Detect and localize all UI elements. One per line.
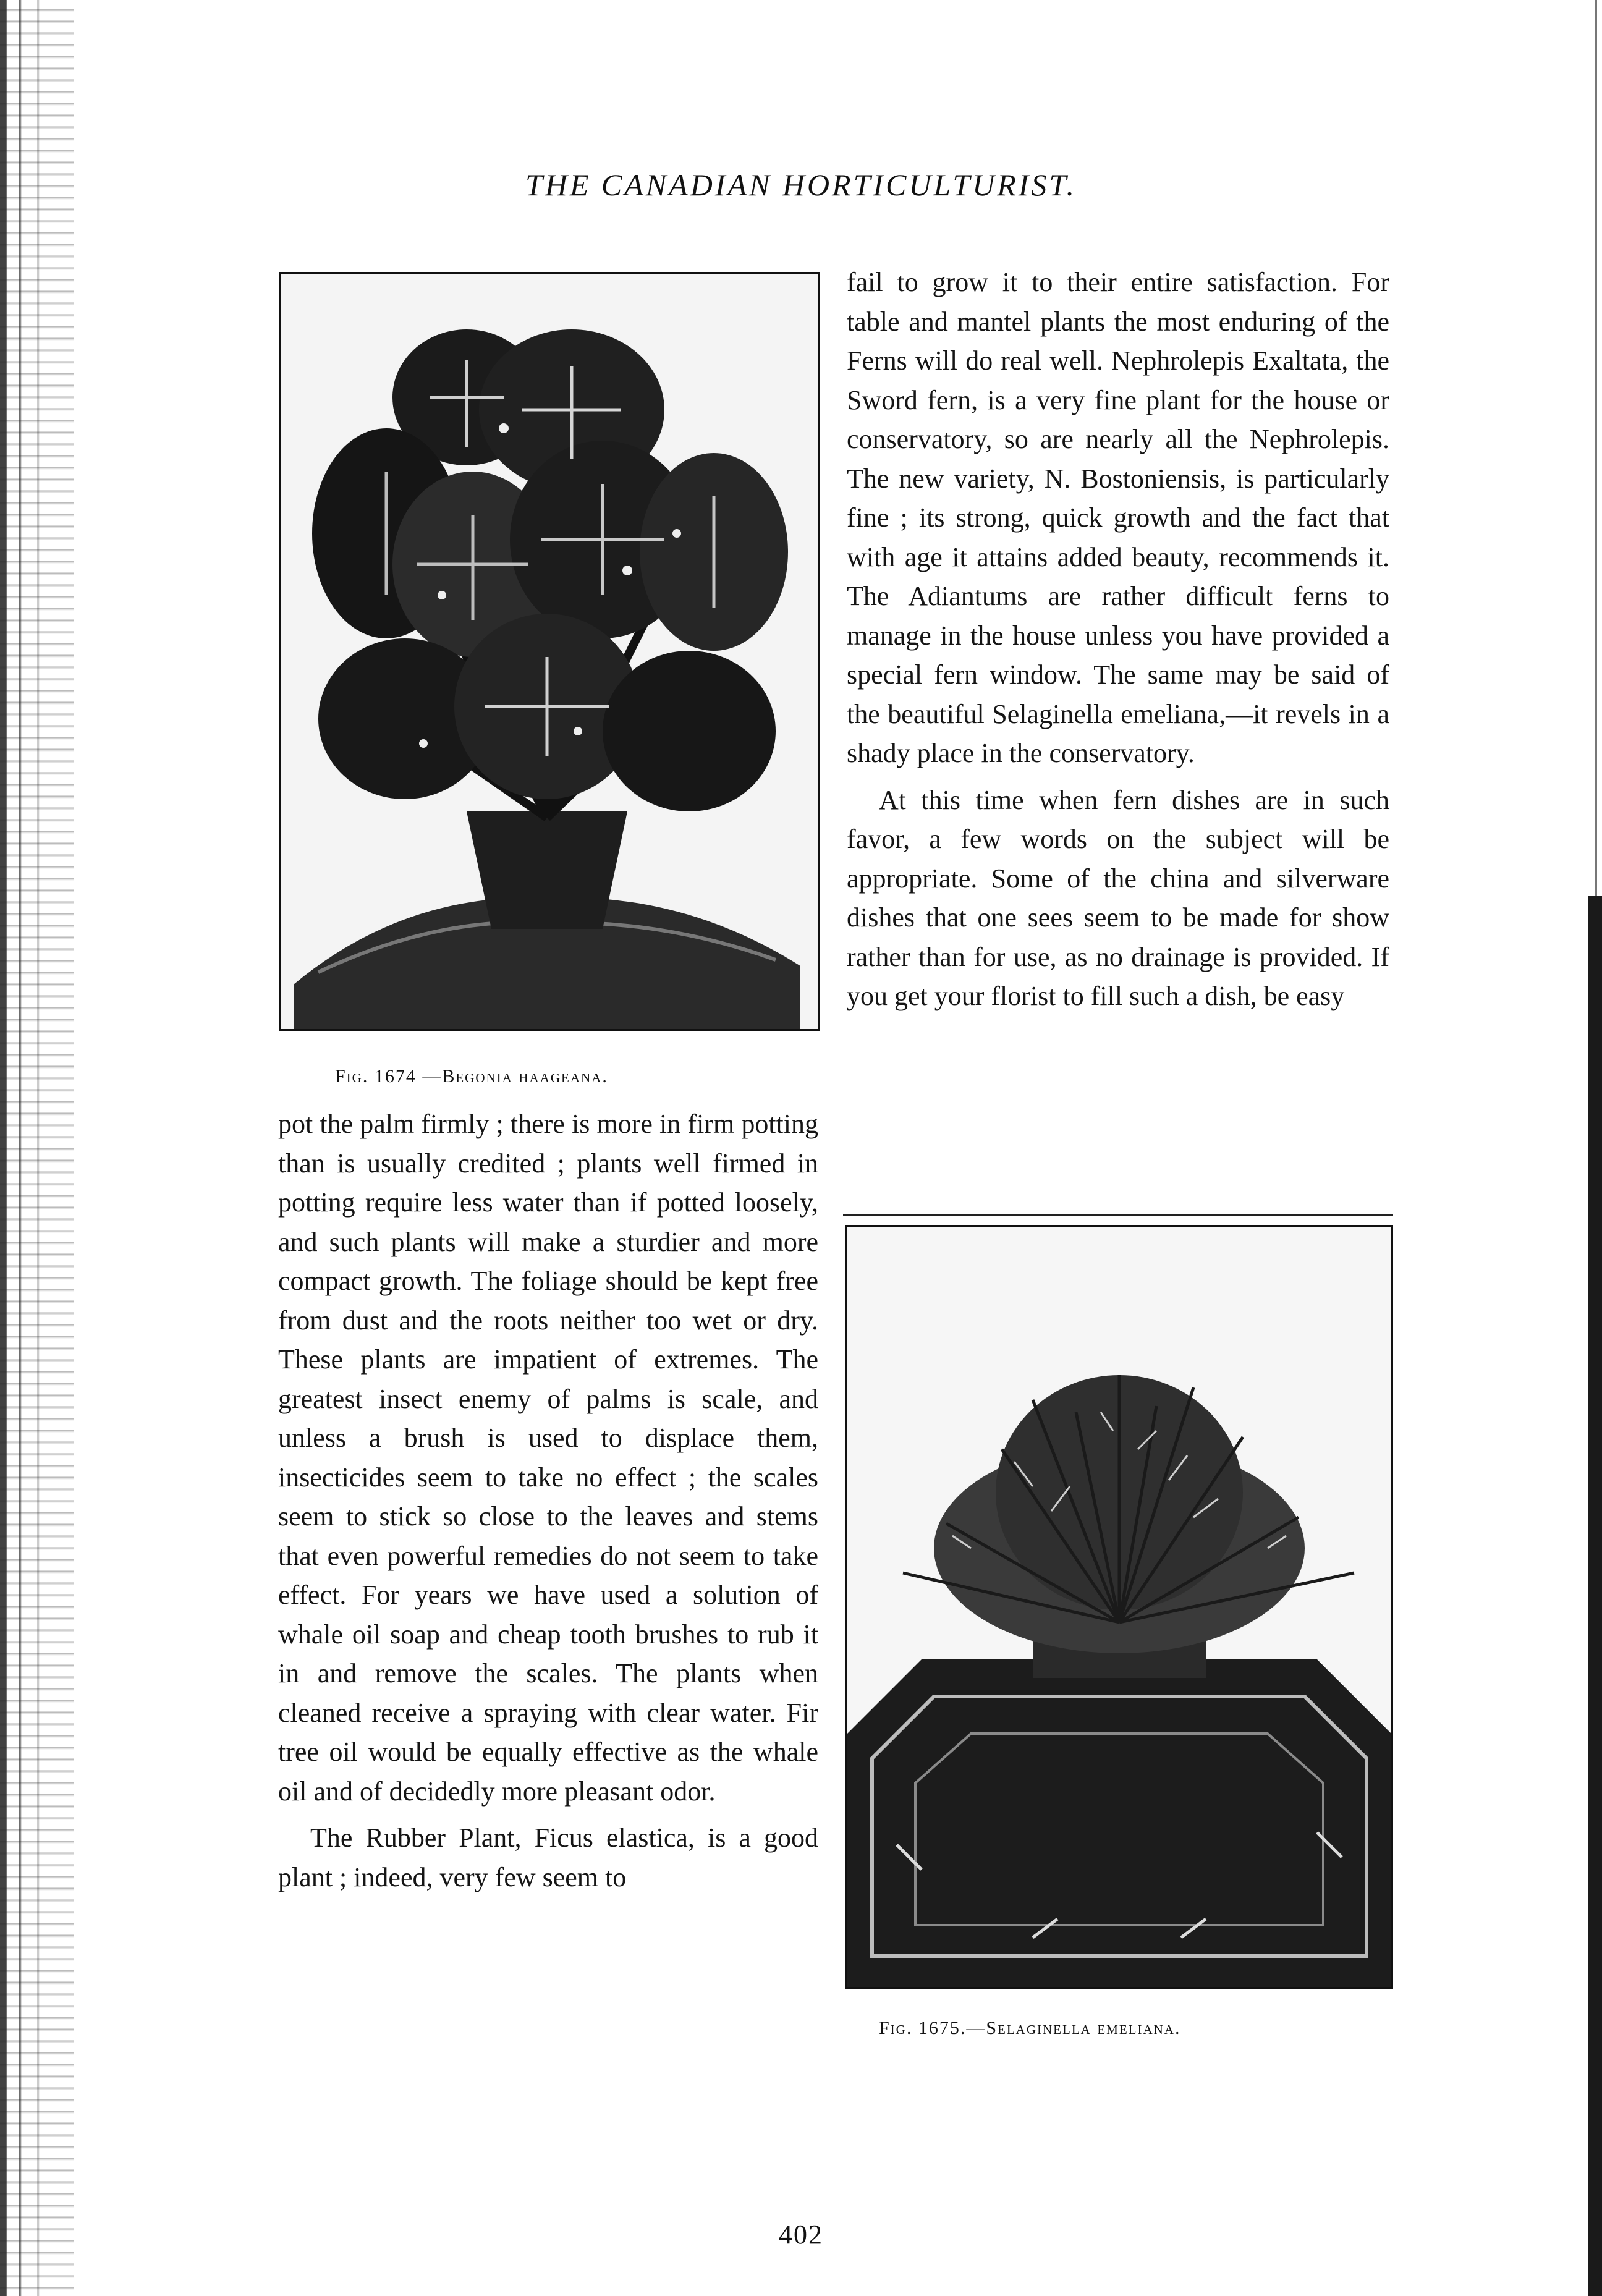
scan-edge-left — [0, 0, 74, 2296]
paragraph-fern-dishes: At this time when fern dishes are in such favor, a few words on the subject will be appropriate. Some of the china and silverware dishes that one sees seem to be made for show rather than for use, as no drainage is provided. If you get your florist to fill such a dish, be easy — [847, 784, 1389, 1011]
scan-edge-right — [1588, 896, 1602, 2296]
running-head: THE CANADIAN HORTICULTURIST. — [525, 167, 1077, 202]
figure-caption-1675: Fig. 1675.—Selaginella emeliana. — [879, 2018, 1181, 2038]
figure-selaginella — [846, 1225, 1393, 1989]
left-column — [278, 1104, 818, 1897]
paragraph-rubber-plant: The Rubber Plant, Ficus elastica, is a good plant ; indeed, very few seem to — [278, 1823, 818, 1892]
begonia-illustration — [281, 274, 818, 1029]
selaginella-illustration — [847, 1227, 1391, 1987]
section-rule — [843, 1214, 1393, 1216]
paragraph-ferns: fail to grow it to their entire satisfaction. For table and mantel plants the most enduring of the Ferns will do real well. Nephrolepis Exaltata, the Sword fern, is a very fine plant for the house or conservatory, so are nearly all the Nephrolepis. The new variety, N. Bostoniensis, is particularly fine ; its strong, quick growth and the fact that with age it attains added beauty, recommends it. The Adiantums are rather difficult ferns to manage in the house unless you have provided a special fern window. The same may be said of the beautiful Selaginella emeliana,—it revels in a shady place in the conservatory. — [847, 267, 1389, 768]
scan-edge-right-thin — [1595, 0, 1597, 896]
paragraph-palm-potting: pot the palm firmly ; there is more in firm potting than is usually credited ; plants well firmed in potting require less water than if potted loosely, and such plants will make a sturdier and more compact growth. The foliage should be kept free from dust and the roots neither too wet or dry. These plants are impatient of extremes. The greatest insect enemy of palms is scale, and unless a brush is used to displace them, insecticides seem to take no effect ; the scales seem to stick so close to the leaves and stems that even powerful remedies do not seem to take effect. For years we have used a solution of whale oil soap and cheap tooth brushes to rub it in and remove the scales. The plants when cleaned receive a spraying with clear water. Fir tree oil would be equally effective as the whale oil and of decidedly more pleasant odor. — [278, 1109, 818, 1807]
page-number: 402 — [779, 2219, 823, 2250]
right-column — [847, 263, 1389, 1016]
figure-caption-1674: Fig. 1674 —Begonia haageana. — [335, 1066, 608, 1087]
figure-begonia — [279, 272, 820, 1031]
